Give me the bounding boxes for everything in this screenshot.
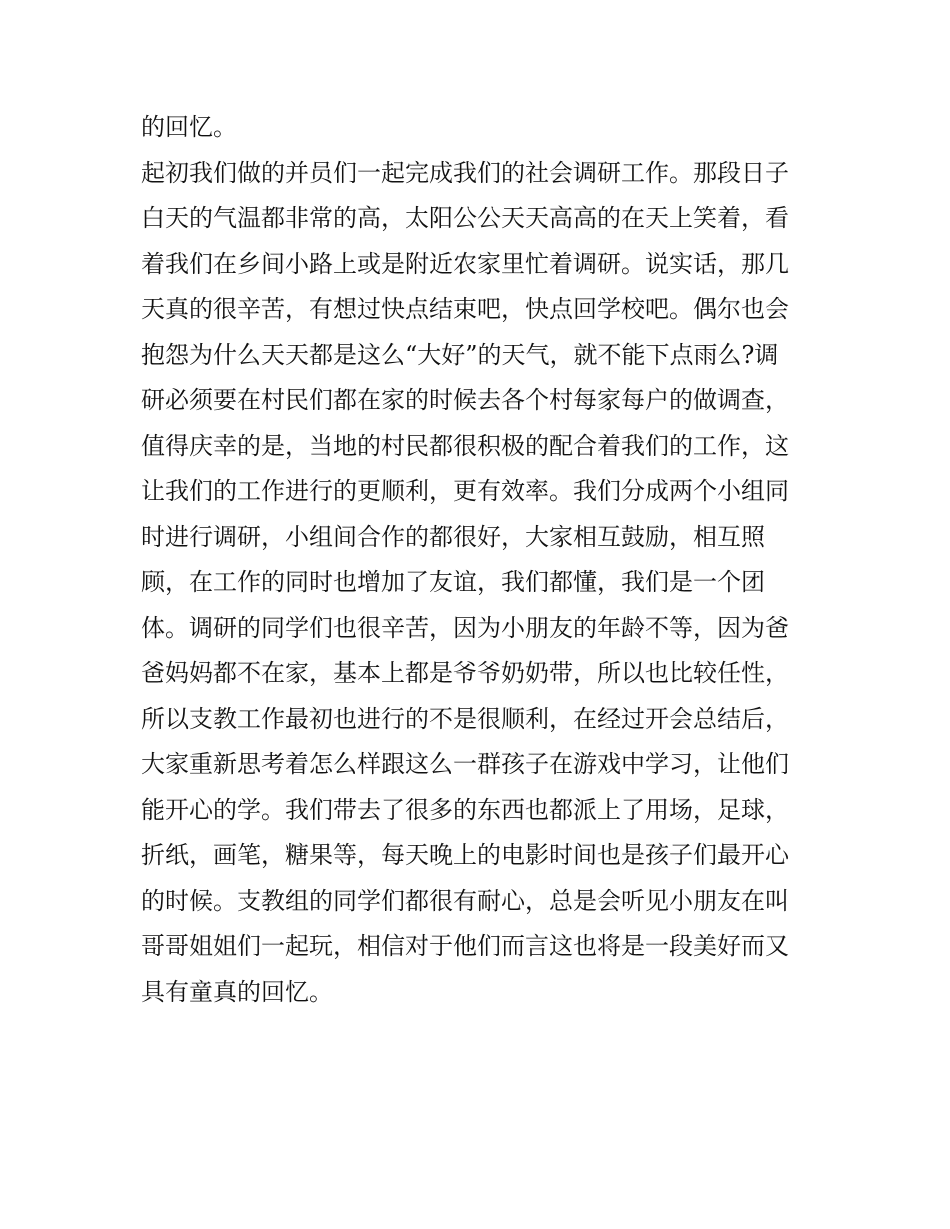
text-line: 哥哥姐姐们一起玩，相信对于他们而言这也将是一段美好而又 — [141, 932, 789, 960]
text-line: 具有童真的回忆。 — [141, 977, 333, 1006]
text-line: 的回忆。 — [141, 113, 237, 141]
text-line: 天真的很辛苦，有想过快点结束吧，快点回学校吧。偶尔也会 — [141, 295, 789, 323]
text-line: 所以支教工作最初也进行的不是很顺利，在经过开会总结后， — [141, 704, 789, 733]
text-line: 着我们在乡间小路上或是附近农家里忙着调研。说实话，那几 — [141, 249, 789, 278]
text-line: 起初我们做的并员们一起完成我们的社会调研工作。那段日子 — [141, 158, 789, 187]
text-line: 白天的气温都非常的高，太阳公公天天高高的在天上笑着，看 — [141, 204, 789, 232]
text-line: 的时候。支教组的同学们都很有耐心，总是会听见小朋友在叫 — [141, 886, 789, 915]
text-line: 爸妈妈都不在家，基本上都是爷爷奶奶带，所以也比较任性， — [141, 659, 789, 687]
text-line: 折纸，画笔，糖果等，每天晚上的电影时间也是孩子们最开心 — [141, 841, 789, 869]
text-line: 顾，在工作的同时也增加了友谊，我们都懂，我们是一个团 — [141, 568, 765, 596]
text-line: 研必须要在村民们都在家的时候去各个村每家每户的做调查， — [141, 386, 789, 414]
text-line: 时进行调研，小组间合作的都很好，大家相互鼓励，相互照 — [141, 522, 765, 551]
text-line: 让我们的工作进行的更顺利，更有效率。我们分成两个小组同 — [141, 477, 789, 505]
text-line: 大家重新思考着怎么样跟这么一群孩子在游戏中学习，让他们 — [141, 750, 789, 778]
text-line: 体。调研的同学们也很辛苦，因为小朋友的年龄不等，因为爸 — [141, 613, 789, 642]
text-line: 能开心的学。我们带去了很多的东西也都派上了用场，足球， — [141, 795, 789, 824]
body-text — [141, 105, 821, 1015]
text-line: 抱怨为什么天天都是这么“大好”的天气，就不能下点雨么?调 — [141, 340, 779, 369]
text-line: 值得庆幸的是，当地的村民都很积极的配合着我们的工作，这 — [141, 431, 789, 460]
